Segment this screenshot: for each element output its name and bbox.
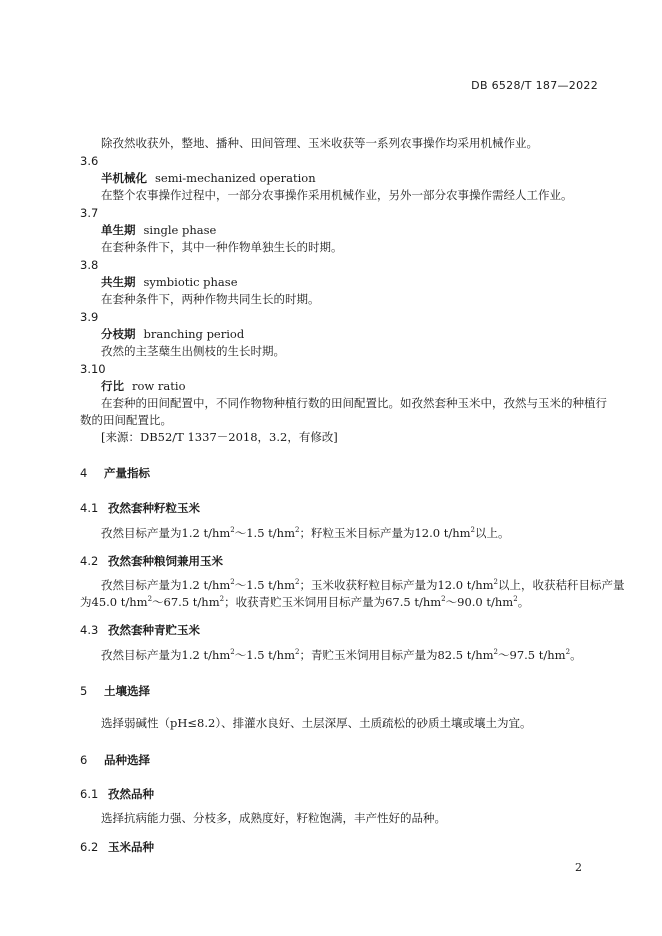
subsection-title: 孜然品种 xyxy=(108,787,154,801)
subsection-heading xyxy=(80,622,200,638)
document-id: DB 6528/T 187—2022 xyxy=(471,79,598,92)
term-definition: 在套种的田间配置中，不同作物物种植行数的田间配置比。如孜然套种玉米中，孜然与玉米的种植行 xyxy=(101,396,607,410)
paragraph: 孜然目标产量为1.2 $t/hm^2\sim 1.5$ $t/hm^2$；玉米收获籽粒目标产量为12.0 $t/hm^2$以上，收获秸秆目标产量 xyxy=(101,578,625,592)
term-cn: 半机械化 xyxy=(101,171,147,185)
term-definition: 在套种条件下，其中一种作物单独生长的时期。 xyxy=(101,240,343,254)
subsection-number: 4.1 xyxy=(80,501,99,515)
section-heading xyxy=(80,683,150,699)
subsection-title: 玉米品种 xyxy=(108,840,154,854)
subsection-title: 孜然套种青贮玉米 xyxy=(108,623,200,637)
term-heading xyxy=(101,379,186,393)
term-en: semi-mechanized operation xyxy=(155,171,316,185)
term-cn: 共生期 xyxy=(101,275,136,289)
subsection-heading xyxy=(80,553,223,569)
term-definition: 孜然的主茎蘖生出侧枝的生长时期。 xyxy=(101,344,285,358)
section-number: 5 xyxy=(80,684,88,698)
term-heading xyxy=(101,275,238,289)
section-heading xyxy=(80,752,150,768)
term-cn: 行比 xyxy=(101,379,124,393)
term-definition-cont: 数的田间配置比。 xyxy=(80,413,172,427)
section-number: 4 xyxy=(80,466,88,480)
section-heading xyxy=(80,465,150,481)
subsection-number: 6.1 xyxy=(80,787,99,801)
section-number: 6 xyxy=(80,753,88,767)
continuation-text: 除孜然收获外，整地、播种、田间管理、玉米收获等一系列农事操作均采用机械作业。 xyxy=(101,136,538,150)
page-number: 2 xyxy=(575,861,582,874)
term-number: 3.10 xyxy=(80,362,106,376)
paragraph: 选择弱碱性（pH≤8.2）、排灌水良好、土层深厚、土质疏松的砂质土壤或壤土为宜。 xyxy=(101,716,532,730)
term-en: branching period xyxy=(143,327,245,341)
paragraph: 孜然目标产量为1.2 $t/hm^2\sim 1.5$ $t/hm^2$；籽粒玉米目标产量为12.0 $t/hm^2$以上。 xyxy=(101,526,510,540)
term-heading xyxy=(101,223,216,237)
term-number: 3.7 xyxy=(80,206,99,220)
subsection-title: 孜然套种粮饲兼用玉米 xyxy=(108,554,223,568)
term-cn: 分枝期 xyxy=(101,327,136,341)
subsection-heading xyxy=(80,500,200,516)
term-definition: 在套种条件下，两种作物共同生长的时期。 xyxy=(101,292,320,306)
term-number: 3.8 xyxy=(80,258,99,272)
paragraph: 孜然目标产量为1.2 $t/hm^2\sim 1.5$ $t/hm^2$；青贮玉米饲用目标产量为82.5 $t/hm^2\sim 97.5$ $t/hm^2$。 xyxy=(101,648,582,662)
term-en: symbiotic phase xyxy=(143,275,238,289)
subsection-number: 4.2 xyxy=(80,554,99,568)
subsection-title: 孜然套种籽粒玉米 xyxy=(108,501,200,515)
term-heading xyxy=(101,327,244,341)
section-title: 品种选择 xyxy=(104,753,150,767)
subsection-heading xyxy=(80,786,154,802)
term-number: 3.9 xyxy=(80,310,99,324)
term-en: single phase xyxy=(143,223,217,237)
subsection-number: 6.2 xyxy=(80,840,99,854)
paragraph: 选择抗病能力强、分枝多，成熟度好，籽粒饱满，丰产性好的品种。 xyxy=(101,811,446,825)
term-heading xyxy=(101,171,316,185)
paragraph-cont: 为45.0 $t/hm^2\sim 67.5$ $t/hm^2$；收获青贮玉米饲用目标产量为67.5 $t/hm^2\sim 90.0$ $t/hm^2$。 xyxy=(80,595,530,609)
term-number: 3.6 xyxy=(80,154,99,168)
section-title: 产量指标 xyxy=(104,466,150,480)
subsection-heading xyxy=(80,839,154,855)
term-cn: 单生期 xyxy=(101,223,136,237)
section-title: 土壤选择 xyxy=(104,684,150,698)
subsection-number: 4.3 xyxy=(80,623,99,637)
term-definition: 在整个农事操作过程中，一部分农事操作采用机械作业，另外一部分农事操作需经人工作业。 xyxy=(101,188,573,202)
term-en: row ratio xyxy=(132,379,186,393)
term-source: [来源：DB52/T 1337－2018，3.2，有修改] xyxy=(101,430,338,444)
